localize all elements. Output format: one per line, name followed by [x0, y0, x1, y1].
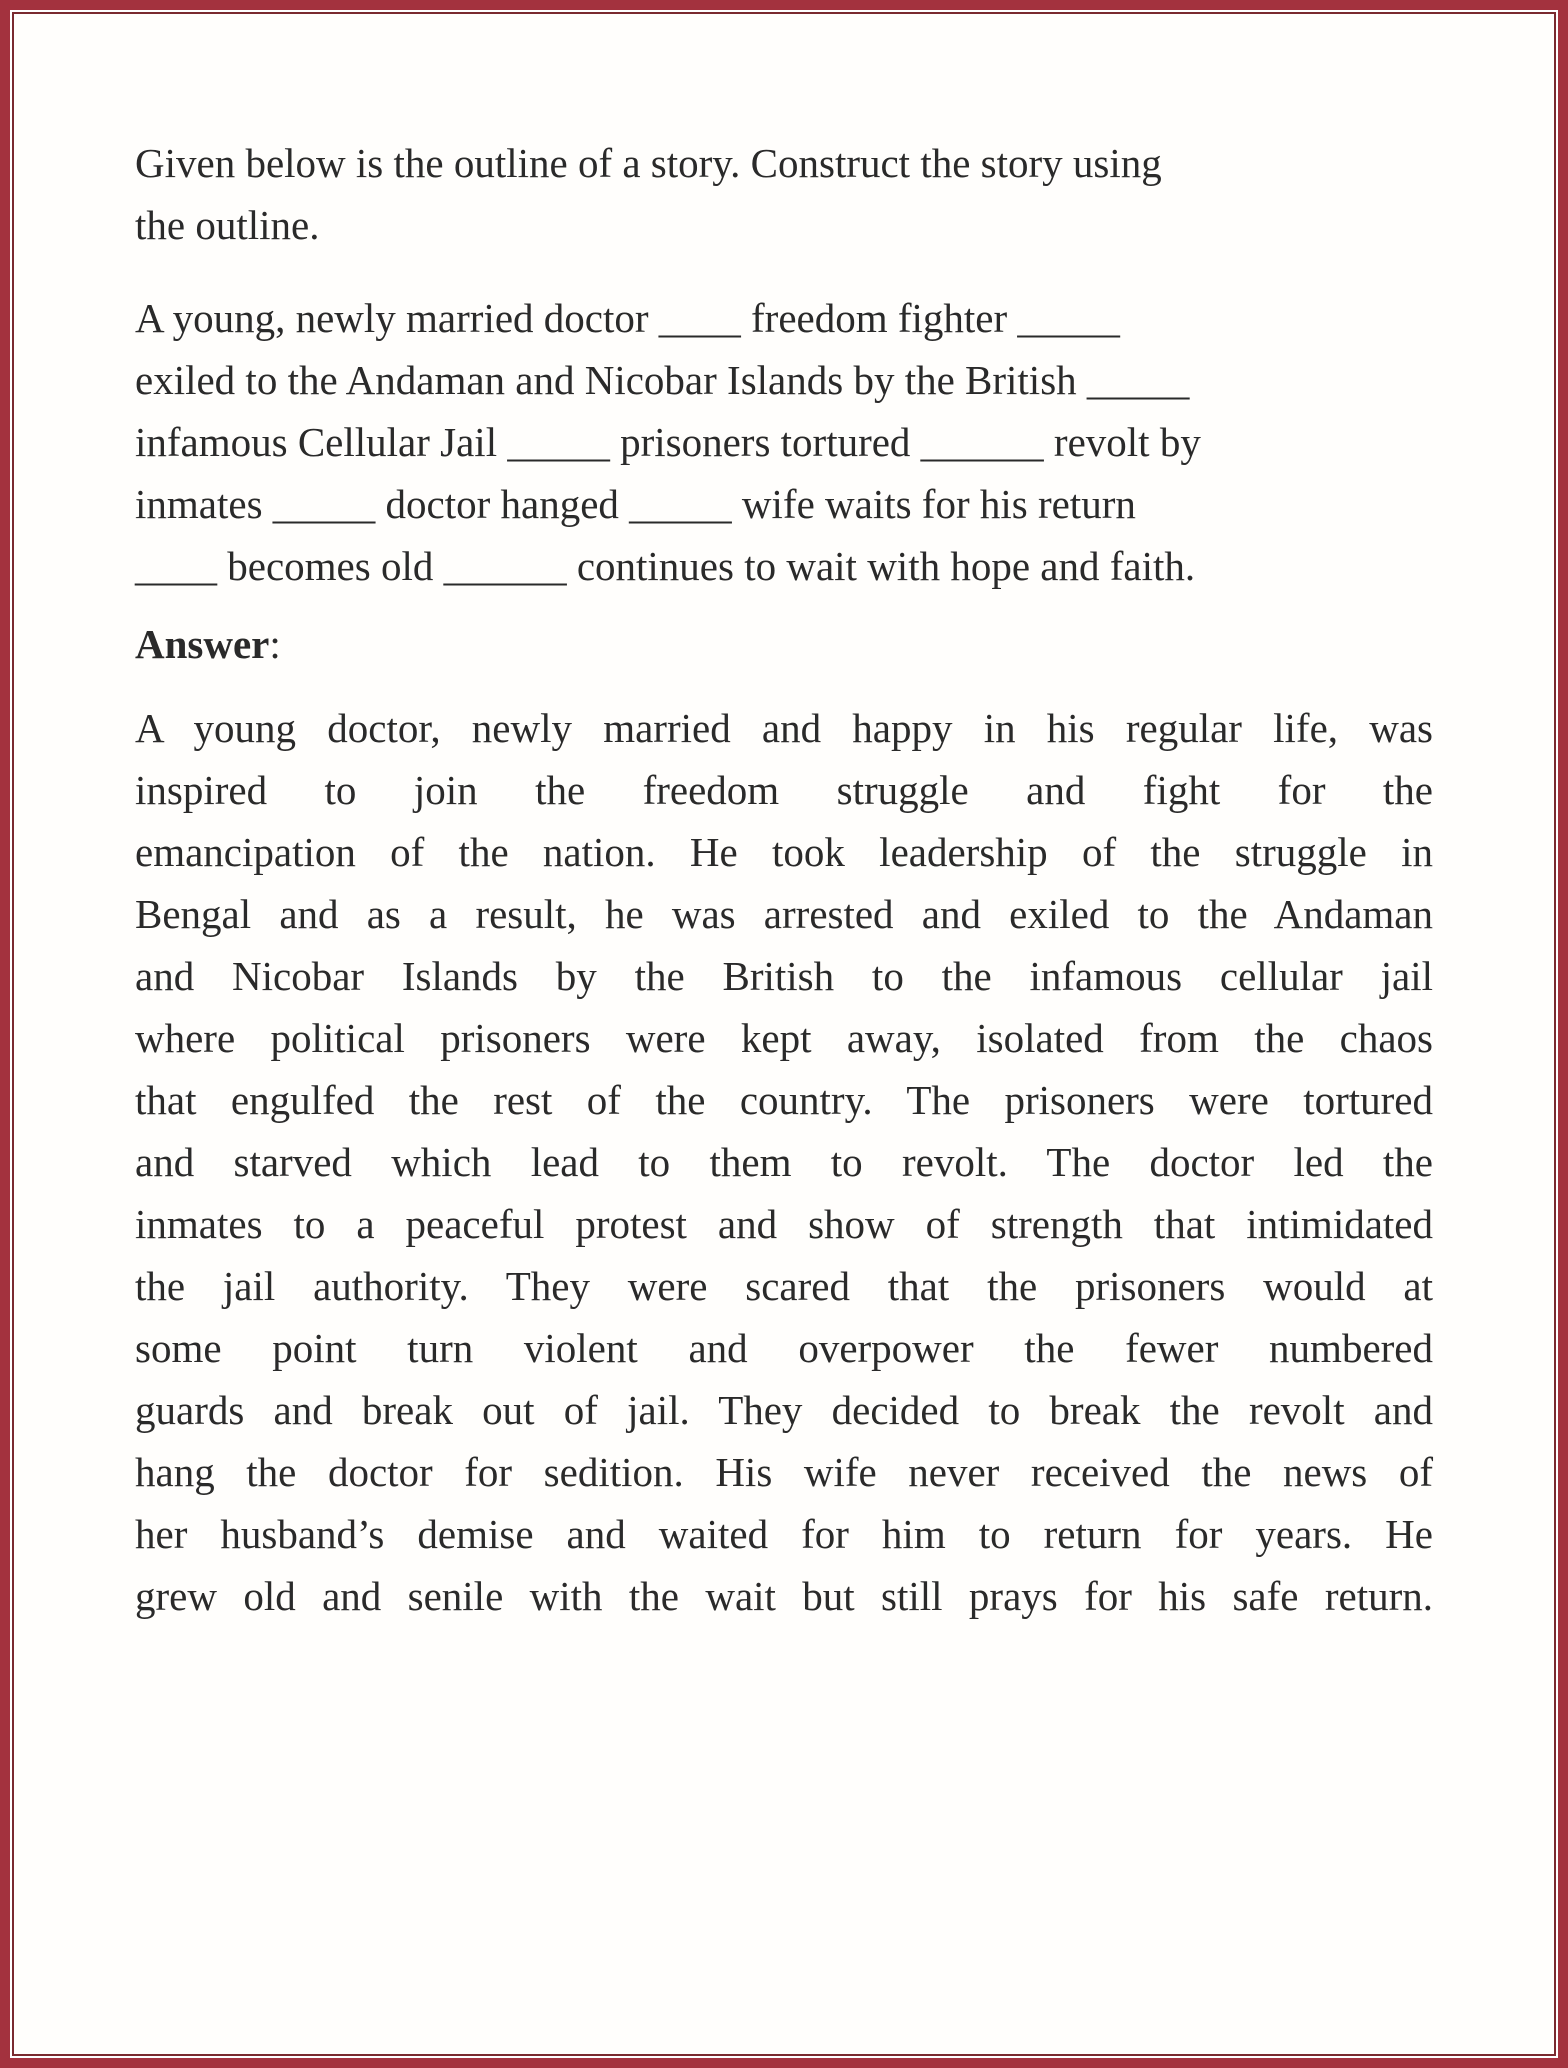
answer-colon: : — [269, 621, 281, 667]
answer-paragraph — [135, 697, 1433, 1627]
answer-label: Answer — [135, 621, 270, 667]
answer-line: that engulfed the rest of the country. The prisoners were tortured — [135, 1077, 1433, 1123]
answer-line: Bengal and as a result, he was arrested and exiled to the Andaman — [135, 891, 1433, 937]
answer-line: inmates to a peaceful protest and show of strength that intimidated — [135, 1201, 1433, 1247]
answer-line: A young doctor, newly married and happy in his regular life, was — [135, 705, 1433, 751]
answer-line: where political prisoners were kept away, isolated from the chaos — [135, 1015, 1433, 1061]
answer-heading — [135, 613, 1433, 675]
instruction-line: the outline. — [135, 202, 320, 248]
answer-line: the jail authority. They were scared that the prisoners would at — [135, 1263, 1433, 1309]
outline-line: inmates _____ doctor hanged _____ wife waits for his return — [135, 481, 1136, 527]
answer-line: some point turn violent and overpower the fewer numbered — [135, 1325, 1433, 1371]
instruction — [135, 132, 1433, 256]
outline-line: A young, newly married doctor ____ freedom fighter _____ — [135, 295, 1120, 341]
document-body — [135, 132, 1433, 1627]
story-outline — [135, 287, 1433, 597]
answer-line: hang the doctor for sedition. His wife never received the news of — [135, 1449, 1433, 1495]
answer-line: guards and break out of jail. They decided to break the revolt and — [135, 1387, 1433, 1433]
answer-line: her husband’s demise and waited for him to return for years. He — [135, 1511, 1433, 1557]
answer-line: inspired to join the freedom struggle and fight for the — [135, 767, 1433, 813]
answer-line: emancipation of the nation. He took leadership of the struggle in — [135, 829, 1433, 875]
answer-line: and Nicobar Islands by the British to the infamous cellular jail — [135, 953, 1433, 999]
answer-line: and starved which lead to them to revolt. The doctor led the — [135, 1139, 1433, 1185]
outline-line: infamous Cellular Jail _____ prisoners tortured ______ revolt by — [135, 419, 1201, 465]
outline-line: ____ becomes old ______ continues to wait with hope and faith. — [135, 543, 1196, 589]
instruction-line: Given below is the outline of a story. Construct the story using — [135, 140, 1162, 186]
answer-line: grew old and senile with the wait but still prays for his safe return. — [135, 1573, 1433, 1619]
outline-line: exiled to the Andaman and Nicobar Islands by the British _____ — [135, 357, 1190, 403]
